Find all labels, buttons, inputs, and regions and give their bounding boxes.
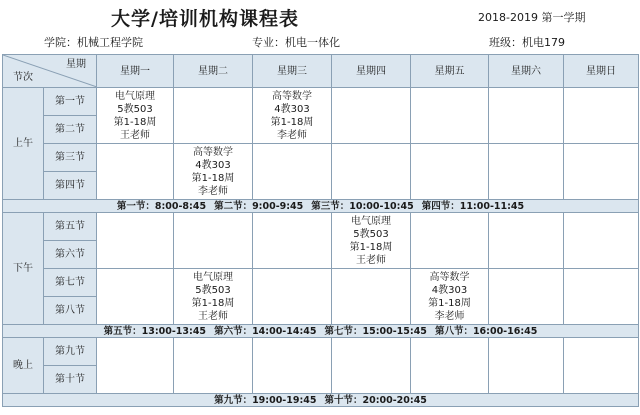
table-header-row <box>3 55 639 88</box>
day-header: 星期日 <box>564 55 639 88</box>
break-row <box>3 325 639 338</box>
slot-time: 第七节：15:00-15:45 <box>324 325 427 337</box>
empty-cell <box>97 213 174 269</box>
course-name: 高等数学 <box>193 146 233 158</box>
break-row <box>3 394 639 407</box>
corner-slot-label: 节次 <box>13 72 33 83</box>
course-cell <box>97 88 174 144</box>
empty-cell <box>411 338 489 394</box>
break-row <box>3 200 639 213</box>
empty-cell <box>97 338 174 394</box>
course-room: 5教503 <box>195 284 231 296</box>
slot-time: 第五节：13:00-13:45 <box>103 325 207 337</box>
corner-day-label: 星期 <box>66 59 86 70</box>
period-evening: 晚上 <box>3 338 44 394</box>
slot-time: 第一节：8:00-8:45 <box>116 200 207 212</box>
course-teacher: 王老师 <box>356 254 386 266</box>
course-name: 电气原理 <box>115 90 155 102</box>
course-weeks: 第1-18周 <box>191 297 235 309</box>
course-room: 4教303 <box>274 103 310 115</box>
course-name: 电气原理 <box>193 271 233 283</box>
empty-cell <box>332 269 411 325</box>
slot-label: 第一节 <box>44 88 97 116</box>
empty-cell <box>411 88 489 144</box>
course-cell <box>174 269 253 325</box>
empty-cell <box>564 269 639 325</box>
slot-label: 第三节 <box>44 144 97 172</box>
slot-label: 第八节 <box>44 297 97 325</box>
day-header: 星期六 <box>489 55 564 88</box>
empty-cell <box>564 88 639 144</box>
course-teacher: 李老师 <box>277 129 307 141</box>
empty-cell <box>174 338 253 394</box>
empty-cell <box>564 213 639 269</box>
empty-cell <box>332 338 411 394</box>
slot-time: 第八节：16:00-16:45 <box>434 325 538 337</box>
slot-label: 第七节 <box>44 269 97 297</box>
empty-cell <box>97 269 174 325</box>
day-header: 星期三 <box>253 55 332 88</box>
day-header: 星期五 <box>411 55 489 88</box>
course-room: 4教303 <box>431 284 468 296</box>
slot-time: 第三节：10:00-10:45 <box>311 200 414 212</box>
course-cell <box>411 269 489 325</box>
class-label: 班级：机电179 <box>489 36 565 49</box>
period-morning: 上午 <box>3 88 44 200</box>
course-teacher: 李老师 <box>198 185 228 197</box>
table-row <box>3 88 639 116</box>
slot-label: 第十节 <box>44 366 97 394</box>
empty-cell <box>174 213 253 269</box>
course-name: 高等数学 <box>429 271 470 283</box>
course-teacher: 王老师 <box>120 129 150 141</box>
empty-cell <box>253 338 332 394</box>
course-weeks: 第1-18周 <box>428 297 471 309</box>
morning-times <box>3 200 639 213</box>
day-header: 星期一 <box>97 55 174 88</box>
schedule-table <box>2 54 639 407</box>
course-room: 5教503 <box>353 228 389 240</box>
page-title: 大学/培训机构课程表 <box>111 8 299 30</box>
course-room: 5教503 <box>117 103 153 115</box>
course-name: 电气原理 <box>351 215 391 227</box>
empty-cell <box>253 269 332 325</box>
empty-cell <box>332 88 411 144</box>
empty-cell <box>489 338 564 394</box>
slot-time: 第十节：20:00-20:45 <box>324 394 427 406</box>
slot-label: 第四节 <box>44 172 97 200</box>
slot-label: 第六节 <box>44 241 97 269</box>
table-row <box>3 269 639 297</box>
empty-cell <box>97 144 174 200</box>
empty-cell <box>253 213 332 269</box>
table-row <box>3 144 639 172</box>
empty-cell <box>489 213 564 269</box>
empty-cell <box>489 144 564 200</box>
course-weeks: 第1-18周 <box>349 241 393 253</box>
table-row <box>3 338 639 366</box>
major-label: 专业：机电一体化 <box>252 36 340 49</box>
course-teacher: 王老师 <box>198 310 228 322</box>
slot-time: 第二节：9:00-9:45 <box>214 200 304 212</box>
course-weeks: 第1-18周 <box>113 116 157 128</box>
empty-cell <box>489 88 564 144</box>
course-room: 4教303 <box>195 159 231 171</box>
day-header: 星期二 <box>174 55 253 88</box>
empty-cell <box>489 269 564 325</box>
slot-label: 第五节 <box>44 213 97 241</box>
empty-cell <box>174 88 253 144</box>
corner-cell <box>3 55 97 88</box>
slot-time: 第九节：19:00-19:45 <box>214 394 317 406</box>
slot-time: 第四节：11:00-11:45 <box>421 200 525 212</box>
course-weeks: 第1-18周 <box>191 172 235 184</box>
course-weeks: 第1-18周 <box>270 116 314 128</box>
course-cell <box>174 144 253 200</box>
empty-cell <box>332 144 411 200</box>
empty-cell <box>411 144 489 200</box>
table-row <box>3 213 639 241</box>
slot-label: 第二节 <box>44 116 97 144</box>
period-afternoon: 下午 <box>3 213 44 325</box>
evening-times <box>3 394 639 407</box>
course-cell <box>253 88 332 144</box>
slot-time: 第六节：14:00-14:45 <box>214 325 317 337</box>
slot-label: 第九节 <box>44 338 97 366</box>
college-label: 学院：机械工程学院 <box>44 36 143 49</box>
course-name: 高等数学 <box>272 90 312 102</box>
empty-cell <box>564 338 639 394</box>
course-teacher: 李老师 <box>434 310 465 322</box>
term-label: 2018-2019 第一学期 <box>478 11 586 24</box>
afternoon-times <box>3 325 639 338</box>
empty-cell <box>564 144 639 200</box>
empty-cell <box>411 213 489 269</box>
empty-cell <box>253 144 332 200</box>
day-header: 星期四 <box>332 55 411 88</box>
course-cell <box>332 213 411 269</box>
